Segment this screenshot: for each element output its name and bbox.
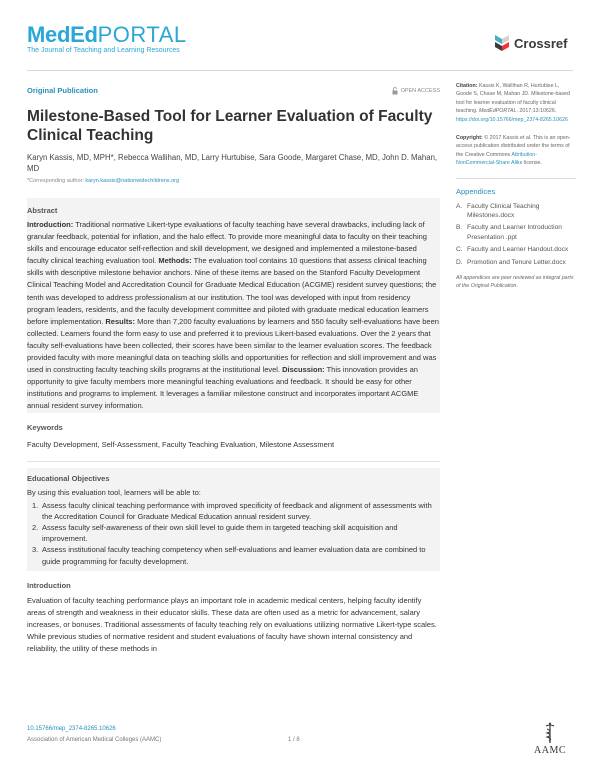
appendices-heading: Appendices <box>456 186 496 196</box>
abstract-heading: Abstract <box>27 206 58 215</box>
sidebar <box>456 82 576 291</box>
citation-doi-link[interactable]: https://doi.org/10.15766/mep_2374-8265.10626 <box>456 116 568 123</box>
appendix-item[interactable]: D. Promotion and Tenure Letter.docx <box>456 258 566 266</box>
keywords-section <box>27 423 440 450</box>
open-access-label: OPEN ACCESS <box>400 87 440 94</box>
keywords-heading: Keywords <box>27 422 63 432</box>
introduction-text: Evaluation of faculty teaching performance plays an important role in academic medical centers, helping faculty identify areas of strength and weakness in their educator skills. These data are often used as a metric for advancement, salary increases, or bonuses. Traditional assessments of faculty teaching rely on evaluations utilizing normative Likert-type scales. While previous studies of normative resident and student evaluations of faculty have shown internal consistency and reliability, the utility of these methods in <box>27 595 437 653</box>
license-link[interactable]: Attribution-NonCommercial-Share Alike <box>456 151 537 167</box>
section-divider <box>27 461 440 462</box>
objectives-list <box>27 500 440 567</box>
crossref-icon <box>493 33 511 53</box>
caduceus-icon <box>544 722 556 744</box>
appendices-list <box>456 202 576 267</box>
logo-tagline: The Journal of Teaching and Learning Resources <box>27 47 180 54</box>
medEdportal-logo[interactable] <box>27 24 187 54</box>
objectives-heading: Educational Objectives <box>27 473 110 483</box>
appendix-item[interactable]: C. Faculty and Learner Handout.docx <box>456 246 569 254</box>
aamc-logo <box>534 722 566 756</box>
sidebar-divider <box>456 178 576 179</box>
corresponding-email-link[interactable]: karyn.kassis@nationwidechildrens.org <box>85 178 180 184</box>
objectives-section <box>27 468 440 571</box>
main-column <box>27 80 440 655</box>
open-lock-icon <box>392 87 398 95</box>
article-title: Milestone-Based Tool for Learner Evaluation of Faculty Clinical Teaching <box>27 108 433 144</box>
author-list: Karyn Kassis, MD, MPH*, Rebecca Wallihan, MD, Larry Hurtubise, Sara Goode, Margaret Chase, MD, John D. Mahan, MD <box>27 153 438 173</box>
crossref-badge[interactable] <box>493 33 567 53</box>
corresponding-author: *Corresponding author: karyn.kassis@nationwidechildrens.org <box>27 178 180 184</box>
abstract-section <box>27 198 440 413</box>
aamc-wordmark: AAMC <box>534 745 567 756</box>
open-access-badge <box>392 87 440 95</box>
objectives-intro: By using this evaluation tool, learners will be able to: <box>27 487 201 497</box>
copyright-block: Copyright: © 2017 Kassis et al. This is an open-access publication distributed under the terms of the Creative Commons Attribution-NonCommercial-Share Alike license. <box>456 135 571 167</box>
logo-wordmark: MedEdPORTAL <box>27 22 187 47</box>
objective-item: 3. Assess institutional faculty teaching competency when self-evaluations and learner evaluation data are combined to guide programming for faculty development. <box>32 545 426 566</box>
introduction-heading: Introduction <box>27 580 71 590</box>
objective-item: 1. Assess faculty clinical teaching performance with improved specificity of feedback and alignment of assessments with the Accreditation Council for Graduate Medical Education annual resident survey. <box>32 500 432 521</box>
page-number: 1 / 8 <box>288 737 300 743</box>
publication-row <box>27 86 440 95</box>
crossref-label: Crossref <box>514 35 568 51</box>
header-divider <box>27 70 573 71</box>
appendix-item[interactable]: B. Faculty and Learner Introduction Presentation .ppt <box>456 224 562 241</box>
appendix-item[interactable]: A. Faculty Clinical Teaching Milestones.docx <box>456 202 540 220</box>
abstract-text: Introduction: Traditional normative Likert-type evaluations of faculty teaching have several drawbacks, including lack of granular feedback, potential for inflation, and the halo effect. To provide more meaningful data to faculty on their teaching skills and encourage educator self-reflection and skill development, we designed and implemented a milestone-based faculty clinical teaching evaluation tool. Methods: The evaluation tool contains 10 questions that assess clinical teaching skills with descriptive milestone behavior anchors. Nine of these items are based on the Stanford Faculty Development Clinical Teaching Model and Accreditation Council for Graduate Medical Education (ACGME) resident survey questions; the tenth was developed to address professionalism at our institution. The tool was developed with input from residency program leaders, residents, and the faculty development committee and piloted with graduate medical education learners before implementation. Results: More than 7,200 faculty evaluations by learners and 550 faculty self-evaluations have been collected. Learners found the form easy to use and preferred it to previous Likert-based evaluations. Over the 2 years that faculty self-evaluations have been collected, their scores have been similar to the learner evaluation scores. The feedback provided faculty with more meaningful data on teaching skills and opportunities for reflection and skill improvement and was used in constructing faculty teaching skills programs at the institutional level. Discussion: This innovation provides an opportunity to give faculty members more meaningful teaching evaluations and feedback. It should be easy for other institutions and programs to implement. It leverages a familiar milestone construct and incorporates important ACGME annual resident survey information. <box>27 220 439 411</box>
footer-doi-link[interactable]: 10.15766/mep_2374-8265.10626 <box>27 726 116 732</box>
keywords-text: Faculty Development, Self-Assessment, Faculty Teaching Evaluation, Milestone Assessment <box>27 439 335 449</box>
citation-block: Citation: Kassis K, Wallihan R, Hurtubise L, Goode S, Chase M, Mahan JD. Milestone-based tool for learner evaluation of faculty clinical teaching. MedEdPORTAL. 2017;13:10626. https://doi.org/10.15766/mep_2374-8265.10626 <box>456 83 570 123</box>
introduction-section <box>27 581 440 655</box>
objective-item: 2. Assess faculty self-awareness of their own skill level to guide them in targeted teaching skill acquisition and improvement. <box>32 522 398 544</box>
appendices-note: All appendices are peer reviewed as integral parts of the Original Publication. <box>456 275 574 289</box>
publication-type: Original Publication <box>27 86 98 95</box>
footer-publisher: Association of American Medical Colleges (AAMC) <box>27 737 162 743</box>
